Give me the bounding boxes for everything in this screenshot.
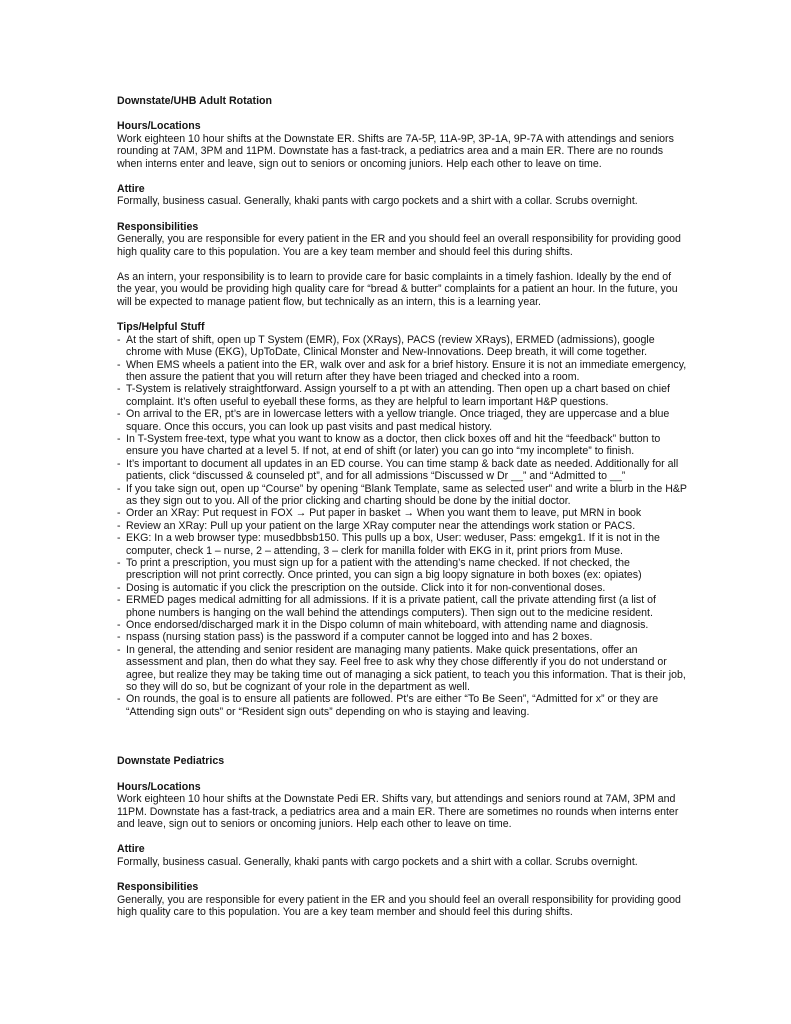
tip-item (117, 644, 687, 694)
adult-attire-text: Formally, business casual. Generally, khaki pants with cargo pockets and a shirt with a collar. Scrubs overnight. (117, 195, 638, 208)
bullet-dash: - (117, 519, 121, 532)
bullet-dash: - (117, 631, 121, 644)
tip-item (117, 582, 687, 594)
tip-item (117, 408, 687, 433)
adult-attire-heading: Attire (117, 183, 145, 196)
tip-item (117, 693, 687, 718)
tip-item (117, 631, 687, 643)
tip-item (117, 483, 687, 508)
bullet-dash: - (117, 581, 121, 594)
tip-text: ERMED pages medical admitting for all admissions. If it is a private patient, call the private attending first (a list of phone numbers is hanging on the wall behind the attendings computers). Then sign out to the medicine resident. (126, 594, 656, 619)
tip-text: nspass (nursing station pass) is the password if a computer cannot be logged into and has 2 boxes. (126, 631, 593, 644)
adult-responsibilities-text-1: Generally, you are responsible for every patient in the ER and you should feel an overall responsibility for providing good high quality care to this population. You are a key team member and should feel this during shifts. (117, 233, 681, 258)
bullet-dash: - (117, 482, 121, 495)
peds-attire-heading: Attire (117, 843, 145, 856)
adult-responsibilities-text-2: As an intern, your responsibility is to learn to provide care for basic complaints in a timely fashion. Ideally by the end of the year, you would be providing high quality care for “bread & butter” complaints for a patient an hour. In the future, you will be expected to manage patient flow, but technically as an intern, this is a learning year. (117, 271, 678, 308)
tip-item (117, 507, 687, 519)
bullet-dash: - (117, 594, 121, 607)
peds-responsibilities-heading: Responsibilities (117, 881, 199, 894)
tip-item (117, 594, 687, 619)
tip-text: On rounds, the goal is to ensure all patients are followed. Pt’s are either “To Be Seen”, “Admitted for x” or they are “Attending sign outs” or “Resident sign outs” depending on who is staying and leaving. (126, 693, 659, 718)
tip-text: If you take sign out, open up “Course” by opening “Blank Template, same as selected user” and write a blurb in the H&P as they sign out to you. All of the prior clicking and charting should be done by the initial doctor. (126, 482, 687, 507)
peds-responsibilities-text-1: Generally, you are responsible for every patient in the ER and you should feel an overall responsibility for providing good high quality care to this population. You are a key team member and should feel this during shifts. (117, 893, 681, 918)
tip-item (117, 383, 687, 408)
bullet-dash: - (117, 643, 121, 656)
adult-rotation-title: Downstate/UHB Adult Rotation (117, 95, 272, 107)
tip-text: At the start of shift, open up T System (EMR), Fox (XRays), PACS (review XRays), ERMED (admissions), google chrome with Muse (EKG), UpToDate, Clinical Monster and New-Innovations. Deep breath, it will come together. (126, 333, 655, 359)
tip-text: In general, the attending and senior resident are managing many patients. Make quick presentations, offer an assessment and plan, then do what they say. Feel free to ask why they chose differently if you do not understand or agree, but realize they may be taking time out of managing a sick patient, to teach you this information. That is their job, so they will do so, but be cognizant of your role in the department as well. (126, 643, 686, 694)
bullet-dash: - (117, 557, 121, 569)
tip-text: Once endorsed/discharged mark it in the Dispo column of main whiteboard, with attending name and diagnosis. (126, 619, 649, 632)
adult-responsibilities-heading: Responsibilities (117, 220, 199, 233)
tip-item (117, 557, 687, 582)
tip-text: It’s important to document all updates in an ED course. You can time stamp & back date as needed. Additionally for all patients, click “discussed & counseled pt”, and for all admissions “Discussed w Dr __” and “Admitted to __” (126, 457, 679, 483)
tip-text: In T-System free-text, type what you want to know as a doctor, then click boxes off and hit the “feedback” button to ensure you have charted at a level 5. If not, at end of shift (or later) you can go into “my incomplete” to finish. (126, 432, 661, 458)
tip-text: Review an XRay: Pull up your patient on the large XRay computer near the attendings work station or PACS. (126, 519, 636, 532)
peds-attire-text: Formally, business casual. Generally, khaki pants with cargo pockets and a shirt with a collar. Scrubs overnight. (117, 855, 638, 868)
peds-rotation-title: Downstate Pediatrics (117, 755, 225, 768)
adult-hours-text: Work eighteen 10 hour shifts at the Downstate ER. Shifts are 7A-5P, 11A-9P, 3P-1A, 9P-7A with attendings and seniors rounding at 7AM, 3PM and 11PM. Downstate has a fast-track, a pediatrics area and a main ER. There are no rounds when interns enter and leave, sign out to seniors or oncoming juniors. Help each other to leave on time. (117, 132, 674, 170)
tips-list (117, 334, 687, 719)
peds-hours-heading: Hours/Locations (117, 780, 201, 793)
tip-text: Order an XRay: Put request in FOX → Put paper in basket → When you want them to leave, put MRN in book (126, 507, 642, 520)
peds-hours-text: Work eighteen 10 hour shifts at the Downstate Pedi ER. Shifts vary, but attendings and seniors round at 7AM, 3PM and 11PM. Downstate has a fast-track, a pediatrics area and a main ER. There are sometimes no rounds when interns enter and leave, sign out to seniors or oncoming juniors. Help each other to leave on time. (117, 793, 679, 830)
tip-item (117, 458, 687, 483)
bullet-dash: - (117, 619, 121, 632)
adult-hours-heading: Hours/Locations (117, 120, 201, 133)
tip-item (117, 619, 687, 631)
tip-item (117, 532, 687, 557)
tip-text: EKG: In a web browser type: musedbbsb150. This pulls up a box, User: weduser, Pass: emgekg1. If it is not in the computer, check 1 – nurse, 2 – attending, 3 – clerk for manilla folder with EKG in it, print priors from Muse. (126, 532, 660, 557)
bullet-dash: - (117, 432, 121, 445)
bullet-dash: - (117, 693, 121, 706)
tip-text: T-System is relatively straightforward. Assign yourself to a pt with an attending. Then open up a chart based on chief complaint. It’s often useful to eyeball these forms, as they are helpful to learn important H&P questions. (126, 383, 670, 408)
section-spacer (117, 718, 687, 755)
tip-text: Dosing is automatic if you click the prescription on the outside. Click into it for non-conventional doses. (126, 581, 606, 594)
bullet-dash: - (117, 333, 121, 346)
bullet-dash: - (117, 507, 121, 520)
bullet-dash: - (117, 532, 121, 545)
tip-item (117, 433, 687, 458)
bullet-dash: - (117, 408, 121, 421)
bullet-dash: - (117, 457, 121, 470)
adult-tips-heading: Tips/Helpful Stuff (117, 321, 205, 334)
bullet-dash: - (117, 383, 121, 396)
tip-text: To print a prescription, you must sign up for a patient with the attending’s name checked. If not checked, the prescription will not print correctly. Once printed, you can sign a big loopy signature in both boxes (ex: opiates) (126, 557, 642, 582)
tip-text: When EMS wheels a patient into the ER, walk over and ask for a brief history. Ensure it is not an immediate emergency, then assure the patient that you will return after they have been triaged and checked into a room. (126, 358, 687, 383)
tip-text: On arrival to the ER, pt’s are in lowercase letters with a yellow triangle. Once triaged, they are uppercase and a blue square. Once this occurs, you can look up past visits and past medical history. (126, 408, 670, 433)
bullet-dash: - (117, 358, 121, 371)
document-content (117, 95, 687, 931)
tip-item (117, 359, 687, 384)
tip-item (117, 334, 687, 359)
tip-item (117, 520, 687, 532)
